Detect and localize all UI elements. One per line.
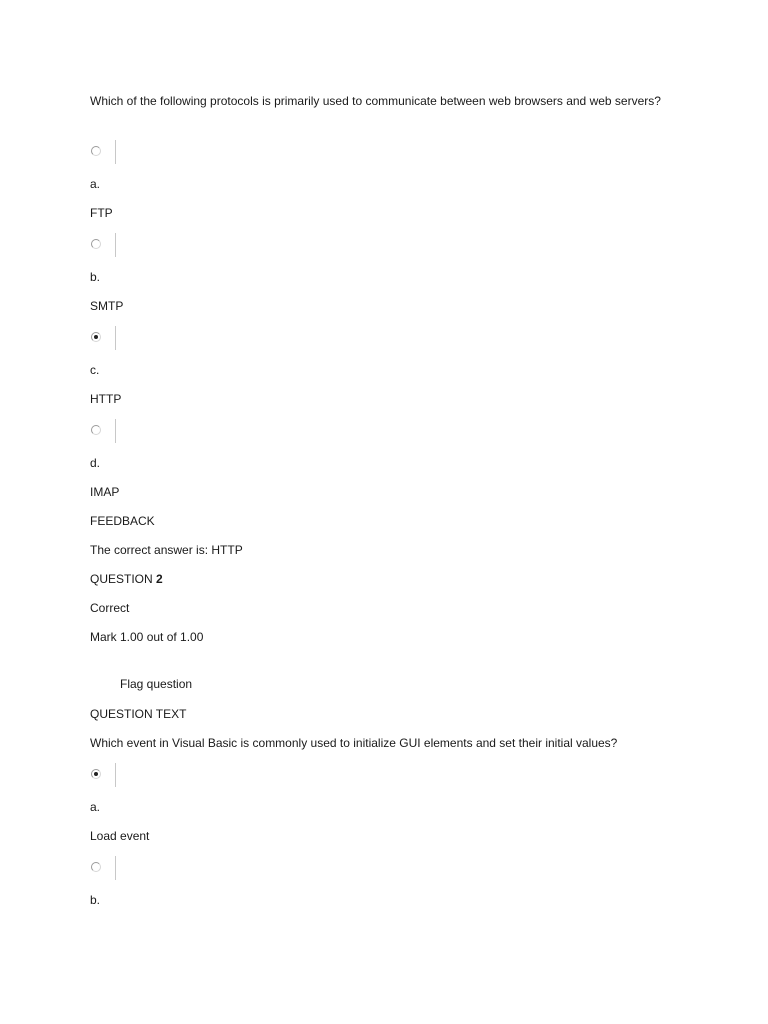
question-2-heading bbox=[90, 570, 163, 589]
radio-button-b[interactable] bbox=[91, 239, 101, 249]
question-1-option-d-radio-row[interactable] bbox=[91, 419, 131, 443]
divider bbox=[115, 419, 116, 443]
divider bbox=[115, 326, 116, 350]
radio-button-d[interactable] bbox=[91, 425, 101, 435]
option-label-a: FTP bbox=[90, 206, 113, 220]
question-2-text-heading: QUESTION TEXT bbox=[90, 707, 187, 721]
divider bbox=[115, 763, 116, 787]
option-letter-b: b. bbox=[90, 893, 101, 907]
radio-button-a-selected[interactable] bbox=[91, 769, 101, 779]
question-number: 2 bbox=[156, 572, 163, 586]
question-1-option-c-radio-row[interactable] bbox=[91, 326, 131, 350]
divider bbox=[115, 140, 116, 164]
question-2-status: Correct bbox=[90, 601, 130, 615]
question-1-text: Which of the following protocols is primarily used to communicate between web browsers and web servers? bbox=[90, 94, 661, 108]
question-2-mark: Mark 1.00 out of 1.00 bbox=[90, 630, 204, 644]
divider bbox=[115, 233, 116, 257]
divider bbox=[115, 856, 116, 880]
option-label-c: HTTP bbox=[90, 392, 122, 406]
radio-selected-dot bbox=[94, 772, 98, 776]
feedback-heading: FEEDBACK bbox=[90, 514, 155, 528]
option-letter-b: b. bbox=[90, 270, 101, 284]
question-2-option-a-radio-row[interactable] bbox=[91, 763, 131, 787]
option-label-d: IMAP bbox=[90, 485, 120, 499]
question-heading-prefix: QUESTION bbox=[90, 572, 157, 586]
feedback-text: The correct answer is: HTTP bbox=[90, 543, 243, 557]
option-letter-d: d. bbox=[90, 456, 101, 470]
option-letter-c: c. bbox=[90, 363, 100, 377]
option-letter-a: a. bbox=[90, 800, 101, 814]
radio-button-b[interactable] bbox=[91, 862, 101, 872]
radio-button-a[interactable] bbox=[91, 146, 101, 156]
question-1-option-a-radio-row[interactable] bbox=[91, 140, 131, 164]
flag-question-link[interactable]: Flag question bbox=[120, 677, 193, 691]
question-2-option-b-radio-row[interactable] bbox=[91, 856, 131, 880]
radio-button-c-selected[interactable] bbox=[91, 332, 101, 342]
question-1-option-b-radio-row[interactable] bbox=[91, 233, 131, 257]
option-label-b: SMTP bbox=[90, 299, 124, 313]
radio-selected-dot bbox=[94, 335, 98, 339]
question-2-text: Which event in Visual Basic is commonly used to initialize GUI elements and set their initial values? bbox=[90, 736, 618, 750]
option-letter-a: a. bbox=[90, 177, 101, 191]
option-label-a: Load event bbox=[90, 829, 150, 843]
